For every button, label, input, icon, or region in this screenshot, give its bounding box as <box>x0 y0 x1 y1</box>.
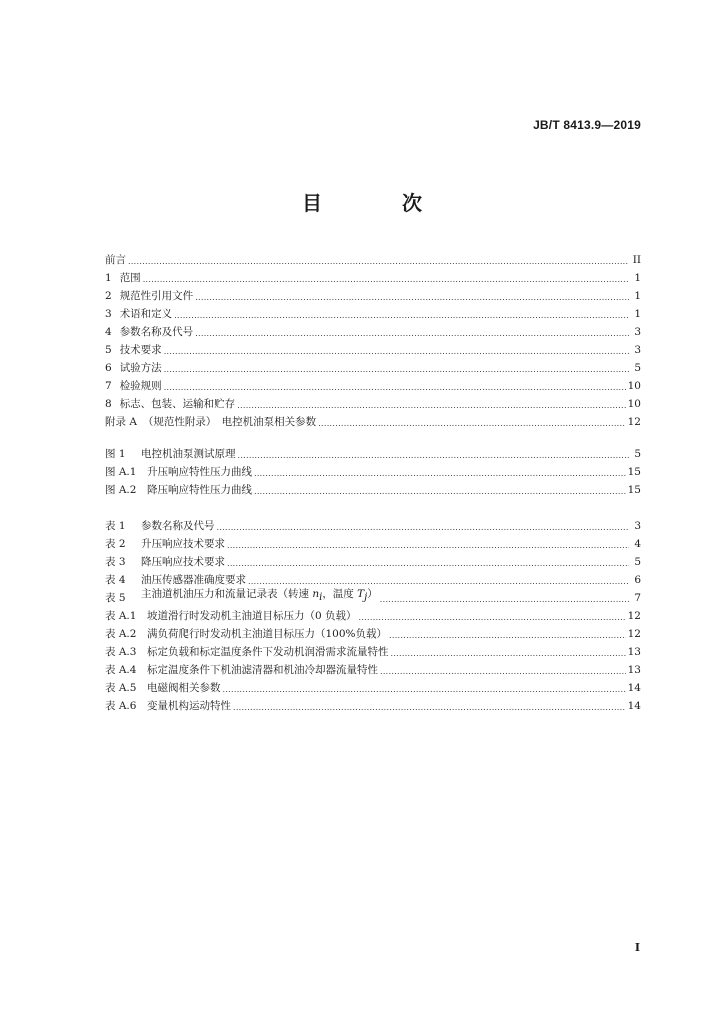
toc-leader-dots <box>174 305 629 323</box>
toc-leader-dots <box>254 463 626 481</box>
toc-leader-dots <box>391 643 626 661</box>
toc-entry-title: 术语和定义 <box>119 308 173 320</box>
toc-entry-number: 表 4 <box>105 574 126 586</box>
toc-entry-title: 降压响应特性压力曲线 <box>147 484 252 496</box>
toc-entry-title: 参数名称及代号 <box>119 326 194 338</box>
toc-entry-title: 电磁阀相关参数 <box>147 682 221 694</box>
toc-entry-parameters[interactable] <box>105 323 641 341</box>
toc-entry-title: 规范性引用文件 <box>119 290 194 302</box>
toc-entry-table-a4[interactable] <box>105 661 641 679</box>
toc-entry-figure-a2[interactable] <box>105 481 641 499</box>
toc-entry-number: 5 <box>105 344 112 356</box>
toc-entry-title: （规范性附录） 电控机油泵相关参数 <box>142 416 317 428</box>
toc-entry-page: 1 <box>634 308 641 320</box>
toc-entry-title: 技术要求 <box>119 344 162 356</box>
toc-entry-number: 表 A.1 <box>105 610 137 622</box>
toc-entry-test-methods[interactable] <box>105 359 641 377</box>
toc-chapters <box>105 251 641 431</box>
toc-entry-title: 降压响应技术要求 <box>141 556 225 568</box>
toc-entry-table-3[interactable] <box>105 553 641 571</box>
toc-entry-table-2[interactable] <box>105 535 641 553</box>
toc-entry-page: 12 <box>627 610 641 622</box>
speed-subscript: i <box>319 592 323 603</box>
toc-leader-dots <box>359 607 626 625</box>
toc-leader-dots <box>128 251 629 269</box>
toc-entry-page: 12 <box>627 416 641 428</box>
temperature-variable: T <box>357 587 365 600</box>
toc-entry-requirements[interactable] <box>105 341 641 359</box>
toc-entry-number: 表 5 <box>105 592 126 604</box>
toc-entry-title: 前言 <box>105 254 126 266</box>
toc-entry-title: 油压传感器准确度要求 <box>141 574 246 586</box>
toc-entry-title: 标志、包装、运输和贮存 <box>119 398 236 410</box>
toc-leader-dots <box>254 481 626 499</box>
toc-entry-title: 范围 <box>119 272 141 284</box>
toc-entry-number: 3 <box>105 308 112 320</box>
toc-entry-title: 升压响应技术要求 <box>141 538 225 550</box>
toc-leader-dots <box>380 589 629 607</box>
toc-leader-dots <box>380 661 626 679</box>
toc-entry-page: II <box>632 254 641 266</box>
toc-leader-dots <box>238 445 630 463</box>
toc-entry-page: 13 <box>627 664 641 676</box>
toc-entry-title: 满负荷爬行时发动机主油道目标压力（100%负载） <box>147 628 388 640</box>
toc-entry-page: 1 <box>634 290 641 302</box>
toc-entry-number: 表 2 <box>105 538 126 550</box>
standard-code: JB/T 8413.9—2019 <box>533 118 641 132</box>
toc-leader-dots <box>223 679 626 697</box>
toc-entry-title: 标定温度条件下机油滤清器和机油冷却器流量特性 <box>147 664 378 676</box>
toc-entry-table-a2[interactable] <box>105 625 641 643</box>
toc-entry-table-a5[interactable] <box>105 679 641 697</box>
toc-title-part: ，温度 <box>322 587 358 600</box>
toc-entry-scope[interactable] <box>105 269 641 287</box>
toc-entry-page: 13 <box>627 646 641 658</box>
toc-entry-page: 5 <box>634 362 641 374</box>
toc-entry-title: 升压响应特性压力曲线 <box>147 466 252 478</box>
toc-entry-page: 4 <box>634 538 641 550</box>
toc-entry-number: 表 A.6 <box>105 700 137 712</box>
toc-figures <box>105 445 641 499</box>
toc-entry-table-5[interactable] <box>105 589 641 607</box>
toc-entry-page: 15 <box>627 466 641 478</box>
toc-entry-appendix-a[interactable] <box>105 413 641 431</box>
toc-entry-title: 标定负载和标定温度条件下发动机润滑需求流量特性 <box>147 646 389 658</box>
toc-entry-title: 坡道滑行时发动机主油道目标压力（0 负载） <box>147 610 357 622</box>
toc-entry-page: 5 <box>634 556 641 568</box>
toc-entry-number: 表 A.4 <box>105 664 137 676</box>
toc-entry-number: 表 A.5 <box>105 682 137 694</box>
toc-leader-dots <box>143 269 629 287</box>
toc-entry-title: 试验方法 <box>119 362 162 374</box>
toc-leader-dots <box>227 553 629 571</box>
toc-entry-number: 图 1 <box>105 448 126 460</box>
toc-entry-figure-a1[interactable] <box>105 463 641 481</box>
toc-entry-marking-packaging[interactable] <box>105 395 641 413</box>
toc-entry-page: 6 <box>634 574 641 586</box>
toc-entry-page: 10 <box>627 398 641 410</box>
toc-entry-title: 变量机构运动特性 <box>147 700 231 712</box>
toc-entry-terms[interactable] <box>105 305 641 323</box>
toc-tables <box>105 517 641 715</box>
toc-entry-title: 检验规则 <box>119 380 162 392</box>
toc-title-part: 主油道机油压力和流量记录表（转速 <box>141 587 313 600</box>
toc-entry-title: 电控机油泵测试原理 <box>141 448 236 460</box>
toc-entry-table-a6[interactable] <box>105 697 641 715</box>
toc-entry-table-a3[interactable] <box>105 643 641 661</box>
toc-entry-number: 7 <box>105 380 112 392</box>
toc-entry-number: 1 <box>105 272 112 284</box>
temperature-subscript: j <box>364 592 368 603</box>
toc-leader-dots <box>217 517 630 535</box>
toc-leader-dots <box>389 625 626 643</box>
toc-entry-number: 图 A.2 <box>105 484 137 496</box>
toc-leader-dots <box>195 323 629 341</box>
toc-entry-table-a1[interactable] <box>105 607 641 625</box>
toc-entry-number: 6 <box>105 362 112 374</box>
toc-entry-title: 参数名称及代号 <box>141 520 215 532</box>
toc-entry-page: 3 <box>634 326 641 338</box>
toc-entry-number: 附录 A <box>105 416 137 428</box>
toc-leader-dots <box>195 287 629 305</box>
toc-entry-page: 10 <box>627 380 641 392</box>
toc-entry-inspection-rules[interactable] <box>105 377 641 395</box>
toc-entry-page: 14 <box>627 682 641 694</box>
toc-leader-dots <box>164 341 629 359</box>
toc-entry-foreword[interactable] <box>105 251 641 269</box>
toc-leader-dots <box>164 377 626 395</box>
toc-entry-number: 4 <box>105 326 112 338</box>
toc-entry-number: 表 1 <box>105 520 126 532</box>
toc-entry-page: 5 <box>634 448 641 460</box>
toc-entry-page: 12 <box>627 628 641 640</box>
toc-leader-dots <box>164 359 629 377</box>
toc-entry-number: 表 A.2 <box>105 628 137 640</box>
speed-variable: n <box>312 587 320 600</box>
toc-entry-number: 表 3 <box>105 556 126 568</box>
toc-entry-table-1[interactable] <box>105 517 641 535</box>
toc-entry-page: 7 <box>634 592 641 604</box>
toc-entry-figure-1[interactable] <box>105 445 641 463</box>
page-number: I <box>634 941 640 954</box>
toc-entry-page: 14 <box>627 700 641 712</box>
toc-leader-dots <box>227 535 629 553</box>
toc-entry-number: 8 <box>105 398 112 410</box>
page-title: 目 次 <box>302 191 452 215</box>
toc-entry-page: 3 <box>634 344 641 356</box>
toc-entry-normative-references[interactable] <box>105 287 641 305</box>
toc-entry-page: 15 <box>627 484 641 496</box>
toc-title-part: ） <box>367 587 378 600</box>
toc-entry-number: 图 A.1 <box>105 466 137 478</box>
toc-leader-dots <box>237 395 625 413</box>
toc-entry-page: 1 <box>634 272 641 284</box>
toc-entry-page: 3 <box>634 520 641 532</box>
toc-entry-number: 2 <box>105 290 112 302</box>
toc-leader-dots <box>248 571 629 589</box>
toc-entry-number: 表 A.3 <box>105 646 137 658</box>
toc-leader-dots <box>318 413 625 431</box>
toc-leader-dots <box>233 697 626 715</box>
